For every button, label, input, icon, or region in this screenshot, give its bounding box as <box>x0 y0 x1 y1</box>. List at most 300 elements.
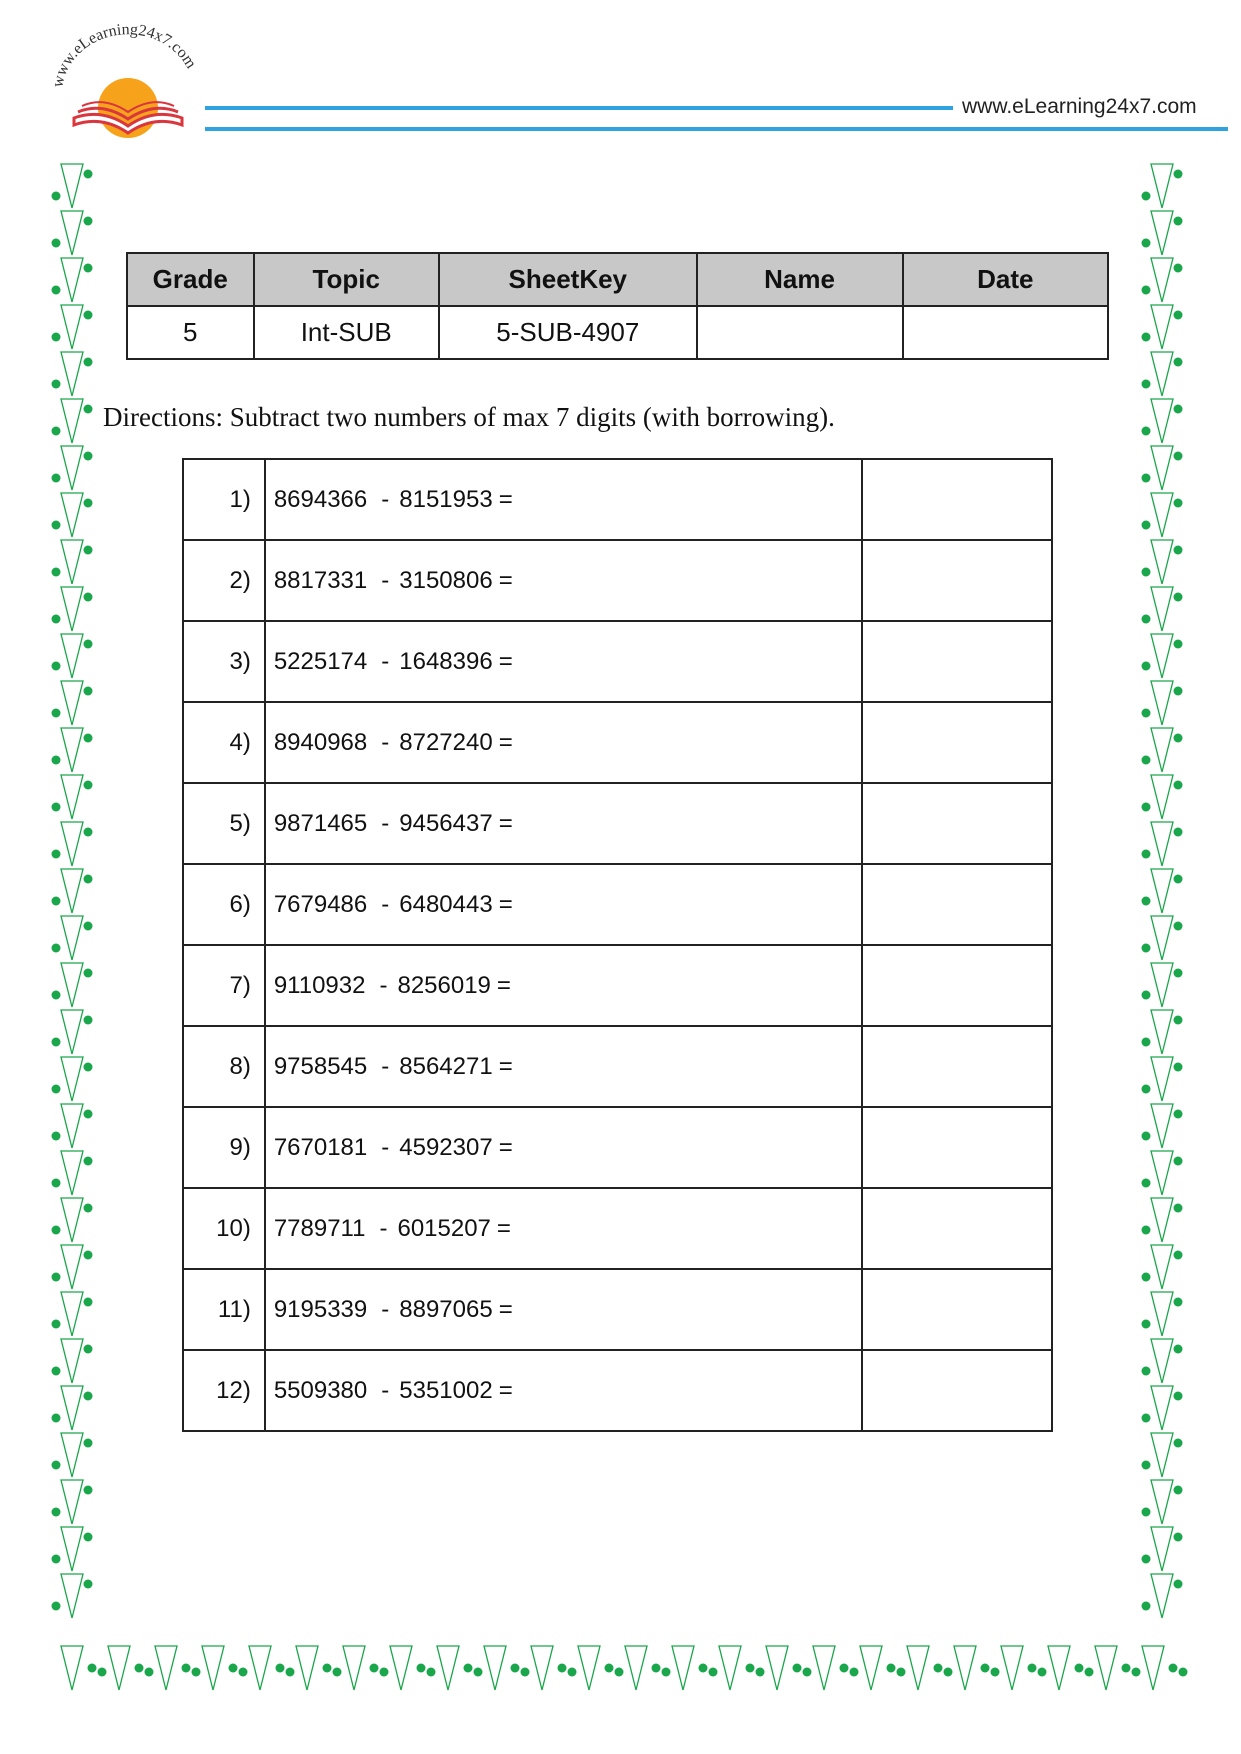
border-dot <box>1142 944 1151 953</box>
border-dot <box>1142 1085 1151 1094</box>
border-dot <box>84 875 93 884</box>
border-triangle <box>61 493 83 537</box>
border-dot <box>1174 1580 1183 1589</box>
border-dot <box>370 1664 379 1673</box>
border-dot <box>1174 546 1183 555</box>
border-dot <box>1174 1157 1183 1166</box>
border-dot <box>1174 1251 1183 1260</box>
border-triangle <box>1151 446 1173 490</box>
border-dot <box>1174 969 1183 978</box>
answer-box[interactable] <box>862 1026 1052 1107</box>
problem-number: 8) <box>183 1026 265 1107</box>
border-dot <box>615 1668 624 1677</box>
border-dot <box>1174 452 1183 461</box>
border-dot <box>568 1668 577 1677</box>
border-dot <box>1132 1668 1141 1677</box>
border-dot <box>52 709 61 718</box>
border-dot <box>1142 1367 1151 1376</box>
equals-sign: = <box>498 485 513 513</box>
border-dot <box>52 1273 61 1282</box>
border-triangle <box>1151 1292 1173 1336</box>
minuend: 9110932 <box>273 971 366 999</box>
border-triangle <box>249 1646 271 1690</box>
border-dot <box>840 1664 849 1673</box>
border-dot <box>1174 922 1183 931</box>
border-dot <box>52 615 61 624</box>
minuend: 9758545 <box>273 1052 368 1080</box>
minuend: 5509380 <box>273 1376 368 1404</box>
border-dot <box>521 1668 530 1677</box>
border-triangle <box>61 305 83 349</box>
border-triangle <box>61 1339 83 1383</box>
header-date: Date <box>903 253 1108 306</box>
border-dot <box>1174 1063 1183 1072</box>
border-dot <box>84 1016 93 1025</box>
border-dot <box>1174 311 1183 320</box>
border-triangle <box>1151 634 1173 678</box>
answer-box[interactable] <box>862 1350 1052 1431</box>
border-triangle <box>437 1646 459 1690</box>
problem-row <box>183 459 1052 540</box>
border-triangle <box>1151 869 1173 913</box>
border-dot <box>464 1664 473 1673</box>
border-dot <box>1142 897 1151 906</box>
problem-row <box>183 1188 1052 1269</box>
border-dot <box>1174 358 1183 367</box>
border-dot <box>1142 1602 1151 1611</box>
border-triangle <box>1151 1574 1173 1618</box>
border-triangle <box>61 352 83 396</box>
border-dot <box>84 170 93 179</box>
border-dot <box>145 1668 154 1677</box>
equals-sign: = <box>498 1133 513 1161</box>
border-triangle <box>1151 963 1173 1007</box>
border-dot <box>1174 264 1183 273</box>
answer-box[interactable] <box>862 1107 1052 1188</box>
border-dot <box>84 969 93 978</box>
subtrahend: 9456437 <box>399 809 493 837</box>
border-triangle <box>343 1646 365 1690</box>
border-dot <box>1142 1226 1151 1235</box>
border-dot <box>1142 1320 1151 1329</box>
border-triangle <box>1151 1104 1173 1148</box>
border-dot <box>84 1063 93 1072</box>
border-dot <box>84 1157 93 1166</box>
border-dot <box>52 991 61 1000</box>
border-triangle <box>719 1646 741 1690</box>
border-triangle <box>61 211 83 255</box>
problem-expression <box>265 783 862 864</box>
border-triangle <box>1151 540 1173 584</box>
border-dot <box>52 1367 61 1376</box>
header-sheetkey: SheetKey <box>439 253 697 306</box>
border-dot <box>84 546 93 555</box>
border-dot <box>84 922 93 931</box>
equals-sign: = <box>498 1295 513 1323</box>
border-dot <box>52 1226 61 1235</box>
border-dot <box>84 1439 93 1448</box>
subtrahend: 6480443 <box>399 890 493 918</box>
minus-sign: - <box>381 566 390 594</box>
border-dot <box>1174 170 1183 179</box>
border-triangle <box>1151 1480 1173 1524</box>
border-dot <box>84 264 93 273</box>
border-dot <box>84 1204 93 1213</box>
border-triangle <box>1151 1057 1173 1101</box>
border-triangle <box>61 728 83 772</box>
border-dot <box>52 1038 61 1047</box>
border-dot <box>88 1664 97 1673</box>
minus-sign: - <box>381 485 390 513</box>
border-triangle <box>61 1104 83 1148</box>
answer-box[interactable] <box>862 459 1052 540</box>
info-value-row <box>127 306 1108 359</box>
border-triangle <box>578 1646 600 1690</box>
border-dot <box>1174 875 1183 884</box>
border-triangle <box>1151 258 1173 302</box>
border-dot <box>1142 991 1151 1000</box>
border-dot <box>52 380 61 389</box>
border-dot <box>897 1668 906 1677</box>
border-triangle <box>202 1646 224 1690</box>
border-dot <box>558 1664 567 1673</box>
border-dot <box>84 1298 93 1307</box>
border-triangle <box>1095 1646 1117 1690</box>
border-triangle <box>61 1057 83 1101</box>
border-dot <box>474 1668 483 1677</box>
border-dot <box>84 1345 93 1354</box>
minus-sign: - <box>381 647 390 675</box>
border-triangle <box>61 258 83 302</box>
problem-row <box>183 702 1052 783</box>
problem-row <box>183 783 1052 864</box>
border-triangle <box>954 1646 976 1690</box>
border-dot <box>84 1533 93 1542</box>
minus-sign: - <box>381 728 390 756</box>
border-dot <box>84 452 93 461</box>
border-dot <box>1142 803 1151 812</box>
problem-row <box>183 540 1052 621</box>
border-dot <box>52 897 61 906</box>
border-triangle <box>61 1151 83 1195</box>
border-dot <box>1174 781 1183 790</box>
border-triangle <box>1151 916 1173 960</box>
border-dot <box>84 640 93 649</box>
border-dot <box>1142 474 1151 483</box>
problems-table <box>182 458 1053 1432</box>
border-triangle <box>766 1646 788 1690</box>
problem-expression <box>265 1269 862 1350</box>
border-dot <box>1142 1414 1151 1423</box>
border-dot <box>323 1664 332 1673</box>
border-triangle <box>1151 1198 1173 1242</box>
border-dot <box>380 1668 389 1677</box>
border-dot <box>84 781 93 790</box>
border-triangle <box>61 1646 83 1690</box>
border-dot <box>709 1668 718 1677</box>
header-name: Name <box>697 253 903 306</box>
border-dot <box>1174 687 1183 696</box>
minuend: 9195339 <box>273 1295 368 1323</box>
border-dot <box>427 1668 436 1677</box>
border-dot <box>1142 192 1151 201</box>
border-triangle <box>61 1433 83 1477</box>
answer-box[interactable] <box>862 1269 1052 1350</box>
minuend: 5225174 <box>273 647 368 675</box>
problem-number: 11) <box>183 1269 265 1350</box>
border-dot <box>52 286 61 295</box>
border-dot <box>1174 593 1183 602</box>
minuend: 8694366 <box>273 485 368 513</box>
border-triangle <box>672 1646 694 1690</box>
border-triangle <box>61 634 83 678</box>
problem-row <box>183 1350 1052 1431</box>
border-triangle <box>1151 728 1173 772</box>
problem-row <box>183 1269 1052 1350</box>
answer-box[interactable] <box>862 864 1052 945</box>
subtrahend: 8897065 <box>399 1295 493 1323</box>
minuend: 8940968 <box>273 728 368 756</box>
border-dot <box>1174 1204 1183 1213</box>
border-dot <box>52 662 61 671</box>
border-triangle <box>1151 1245 1173 1289</box>
border-dot <box>1174 828 1183 837</box>
border-triangle <box>1151 822 1173 866</box>
border-dot <box>84 499 93 508</box>
border-dot <box>1142 709 1151 718</box>
border-triangle <box>155 1646 177 1690</box>
equals-sign: = <box>496 1214 511 1242</box>
border-triangle <box>61 1245 83 1289</box>
problem-number: 7) <box>183 945 265 1026</box>
border-dot <box>182 1664 191 1673</box>
border-triangle <box>1151 1433 1173 1477</box>
border-dot <box>1142 1555 1151 1564</box>
border-dot <box>1142 380 1151 389</box>
problem-number: 1) <box>183 459 265 540</box>
problem-expression <box>265 621 862 702</box>
border-triangle <box>61 963 83 1007</box>
border-dot <box>1142 239 1151 248</box>
border-dot <box>84 1110 93 1119</box>
equals-sign: = <box>498 566 513 594</box>
minuend: 7679486 <box>273 890 368 918</box>
equals-sign: = <box>498 728 513 756</box>
problem-row <box>183 1107 1052 1188</box>
border-triangle <box>61 822 83 866</box>
border-dot <box>52 474 61 483</box>
problem-expression <box>265 1350 862 1431</box>
border-dot <box>1142 1132 1151 1141</box>
minuend: 7670181 <box>273 1133 368 1161</box>
border-triangle <box>1048 1646 1070 1690</box>
equals-sign: = <box>498 890 513 918</box>
equals-sign: = <box>498 809 513 837</box>
border-dot <box>1142 1179 1151 1188</box>
logo-arc-text: www.eLearning24x7.com <box>49 22 200 89</box>
border-dot <box>1174 1345 1183 1354</box>
problem-number: 12) <box>183 1350 265 1431</box>
problem-row <box>183 621 1052 702</box>
border-dot <box>84 358 93 367</box>
border-dot <box>1174 1016 1183 1025</box>
equals-sign: = <box>496 971 511 999</box>
value-topic: Int-SUB <box>254 306 439 359</box>
border-dot <box>1028 1664 1037 1673</box>
minus-sign: - <box>381 890 390 918</box>
border-triangle <box>61 681 83 725</box>
border-dot <box>803 1668 812 1677</box>
border-dot <box>1169 1664 1178 1673</box>
border-triangle <box>61 1480 83 1524</box>
border-dot <box>1122 1664 1131 1673</box>
border-triangle <box>1151 1151 1173 1195</box>
border-dot <box>662 1668 671 1677</box>
border-triangle <box>1151 681 1173 725</box>
border-dot <box>1142 333 1151 342</box>
answer-box[interactable] <box>862 540 1052 621</box>
border-triangle <box>813 1646 835 1690</box>
minus-sign: - <box>381 1295 390 1323</box>
problem-expression <box>265 459 862 540</box>
border-dot <box>52 944 61 953</box>
minuend: 9871465 <box>273 809 368 837</box>
border-triangle <box>61 1292 83 1336</box>
problem-expression <box>265 540 862 621</box>
border-triangle <box>1151 775 1173 819</box>
border-dot <box>1142 756 1151 765</box>
border-triangle <box>61 399 83 443</box>
border-triangle <box>1151 587 1173 631</box>
answer-box[interactable] <box>862 945 1052 1026</box>
border-dot <box>52 1085 61 1094</box>
border-triangle <box>61 164 83 208</box>
border-dot <box>84 828 93 837</box>
problem-number: 3) <box>183 621 265 702</box>
problem-expression <box>265 864 862 945</box>
border-dot <box>52 1602 61 1611</box>
border-triangle <box>390 1646 412 1690</box>
border-triangle <box>907 1646 929 1690</box>
border-dot <box>52 1320 61 1329</box>
border-dot <box>1174 640 1183 649</box>
border-dot <box>52 1414 61 1423</box>
border-triangle <box>61 587 83 631</box>
border-dot <box>84 405 93 414</box>
border-dot <box>1038 1668 1047 1677</box>
problem-expression <box>265 1026 862 1107</box>
border-dot <box>511 1664 520 1673</box>
answer-box[interactable] <box>862 1188 1052 1269</box>
border-dot <box>84 1251 93 1260</box>
equals-sign: = <box>498 647 513 675</box>
problem-expression <box>265 945 862 1026</box>
problem-row <box>183 864 1052 945</box>
border-dot <box>52 803 61 812</box>
border-dot <box>52 333 61 342</box>
border-dot <box>229 1664 238 1673</box>
subtrahend: 4592307 <box>399 1133 493 1161</box>
border-dot <box>991 1668 1000 1677</box>
border-dot <box>52 427 61 436</box>
border-triangle <box>108 1646 130 1690</box>
border-dot <box>1142 427 1151 436</box>
border-dot <box>1142 1508 1151 1517</box>
border-triangle <box>1151 399 1173 443</box>
border-dot <box>1174 1110 1183 1119</box>
border-dot <box>1142 1461 1151 1470</box>
minus-sign: - <box>381 1376 390 1404</box>
border-dot <box>135 1664 144 1673</box>
problem-number: 5) <box>183 783 265 864</box>
border-dot <box>1142 521 1151 530</box>
border-triangle <box>1151 352 1173 396</box>
border-dot <box>1085 1668 1094 1677</box>
problem-row <box>183 1026 1052 1107</box>
problem-number: 6) <box>183 864 265 945</box>
border-dot <box>84 1580 93 1589</box>
border-dot <box>84 593 93 602</box>
border-dot <box>52 521 61 530</box>
border-dot <box>1174 217 1183 226</box>
subtrahend: 8151953 <box>399 485 493 513</box>
problem-expression <box>265 1188 862 1269</box>
border-dot <box>699 1664 708 1673</box>
border-triangle <box>61 1198 83 1242</box>
header-topic: Topic <box>254 253 439 306</box>
border-dot <box>1142 850 1151 859</box>
border-dot <box>981 1664 990 1673</box>
border-dot <box>84 1392 93 1401</box>
border-dot <box>934 1664 943 1673</box>
border-dot <box>1142 1038 1151 1047</box>
border-dot <box>1174 1533 1183 1542</box>
border-dot <box>1174 499 1183 508</box>
subtrahend: 3150806 <box>399 566 493 594</box>
border-dot <box>1142 615 1151 624</box>
border-dot <box>1174 405 1183 414</box>
border-triangle <box>1151 1010 1173 1054</box>
answer-box[interactable] <box>862 702 1052 783</box>
answer-box[interactable] <box>862 621 1052 702</box>
border-dot <box>793 1664 802 1673</box>
minus-sign: - <box>379 1214 388 1242</box>
border-triangle <box>61 1527 83 1571</box>
date-field[interactable] <box>903 306 1108 359</box>
border-dot <box>84 687 93 696</box>
border-triangle <box>1151 1527 1173 1571</box>
border-dot <box>84 217 93 226</box>
problem-number: 9) <box>183 1107 265 1188</box>
border-triangle <box>61 540 83 584</box>
minus-sign: - <box>379 971 388 999</box>
value-sheetkey: 5-SUB-4907 <box>439 306 697 359</box>
border-dot <box>1142 568 1151 577</box>
name-field[interactable] <box>697 306 903 359</box>
border-dot <box>1174 1298 1183 1307</box>
subtrahend: 5351002 <box>399 1376 493 1404</box>
value-grade: 5 <box>127 306 254 359</box>
answer-box[interactable] <box>862 783 1052 864</box>
border-dot <box>52 192 61 201</box>
border-dot <box>276 1664 285 1673</box>
border-triangle <box>1151 211 1173 255</box>
problem-number: 10) <box>183 1188 265 1269</box>
border-dot <box>333 1668 342 1677</box>
minus-sign: - <box>381 1052 390 1080</box>
border-dot <box>1174 734 1183 743</box>
info-header-row <box>127 253 1108 306</box>
